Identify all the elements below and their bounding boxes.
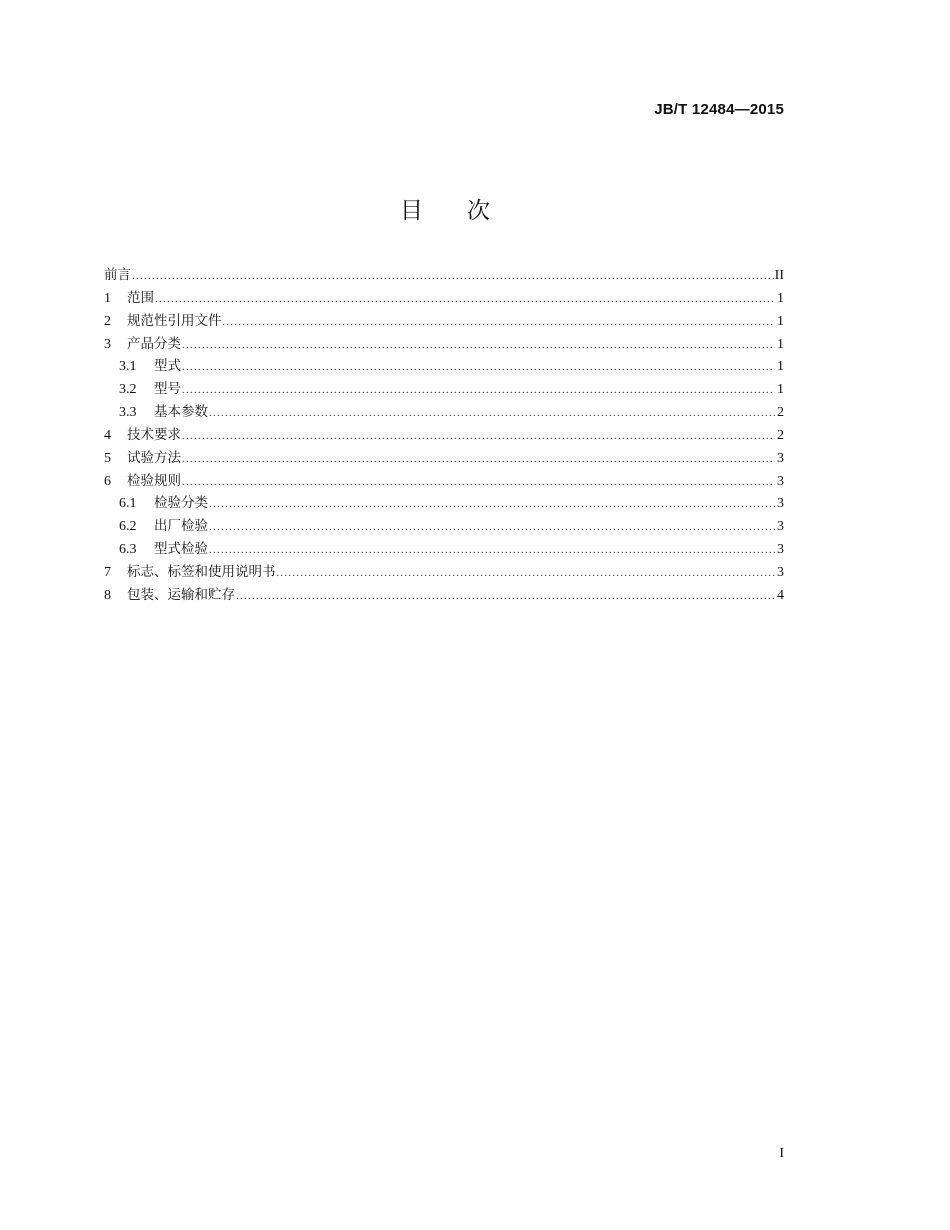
toc-entry-page: 1 [777, 382, 784, 398]
toc-entry-number: 3.2 [119, 382, 137, 398]
toc-entry-page: II [774, 268, 784, 283]
toc-leader-dots [209, 517, 775, 540]
toc-entry-3-2[interactable] [104, 378, 784, 401]
toc-leader-dots [182, 472, 775, 495]
toc-title [0, 192, 890, 225]
toc-entry-label: 试验方法 [127, 449, 181, 466]
toc-entry-1[interactable] [104, 287, 784, 310]
toc-entry-label: 检验规则 [127, 472, 181, 489]
toc-entry-6[interactable] [104, 470, 784, 493]
toc-entry-label: 型式 [154, 358, 181, 375]
toc-entry-number: 8 [104, 587, 111, 603]
toc-entry-number: 3 [104, 336, 111, 352]
toc-title-right: 次 [467, 198, 490, 224]
table-of-contents [104, 264, 784, 607]
toc-entry-page: 1 [777, 290, 784, 306]
toc-entry-page: 1 [777, 359, 784, 375]
toc-entry-number: 6.1 [119, 496, 137, 512]
toc-leader-dots [155, 289, 775, 312]
toc-title-left: 目 [400, 198, 423, 224]
toc-leader-dots [182, 449, 775, 472]
toc-entry-6-3[interactable] [104, 538, 784, 561]
toc-entry-page: 3 [777, 496, 784, 512]
toc-leader-dots [209, 540, 775, 563]
toc-entry-page: 3 [777, 564, 784, 580]
toc-entry-label: 前言 [104, 267, 131, 283]
toc-leader-dots [182, 357, 775, 380]
toc-entry-label: 出厂检验 [154, 518, 208, 535]
toc-entry-2[interactable] [104, 310, 784, 333]
toc-entry-page: 3 [777, 473, 784, 489]
toc-entry-label: 产品分类 [127, 335, 181, 352]
toc-entry-label: 基本参数 [154, 404, 208, 421]
toc-entry-7[interactable] [104, 561, 784, 584]
standard-code: JB/T 12484—2015 [654, 101, 784, 118]
toc-entry-5[interactable] [104, 447, 784, 470]
toc-entry-page: 1 [777, 336, 784, 352]
toc-leader-dots [182, 335, 775, 358]
toc-entry-page: 2 [777, 405, 784, 421]
toc-leader-dots [223, 312, 776, 335]
toc-entry-number: 6 [104, 473, 111, 489]
toc-entry-label: 规范性引用文件 [127, 312, 222, 329]
toc-entry-3[interactable] [104, 333, 784, 356]
toc-entry-label: 包装、运输和贮存 [127, 586, 235, 603]
toc-entry-label: 检验分类 [154, 495, 208, 512]
toc-entry-number: 1 [104, 290, 111, 306]
toc-entry-label: 型号 [154, 381, 181, 398]
toc-leader-dots [182, 380, 775, 403]
toc-entry-label: 范围 [127, 289, 154, 306]
toc-entry-number: 6.3 [119, 542, 137, 558]
toc-entry-page: 3 [777, 450, 784, 466]
toc-entry-page: 3 [777, 519, 784, 535]
toc-leader-dots [209, 494, 775, 517]
toc-entry-6-2[interactable] [104, 515, 784, 538]
toc-entry-label: 技术要求 [127, 426, 181, 443]
toc-entry-page: 4 [777, 587, 784, 603]
toc-entry-foreword[interactable] [104, 264, 784, 287]
toc-entry-number: 4 [104, 427, 111, 443]
toc-leader-dots [277, 563, 776, 586]
toc-entry-6-1[interactable] [104, 492, 784, 515]
toc-entry-3-3[interactable] [104, 401, 784, 424]
toc-entry-number: 5 [104, 450, 111, 466]
toc-entry-label: 标志、标签和使用说明书 [127, 563, 276, 580]
toc-entry-label: 型式检验 [154, 541, 208, 558]
toc-entry-number: 3.3 [119, 405, 137, 421]
toc-entry-number: 3.1 [119, 359, 137, 375]
toc-leader-dots [132, 266, 774, 289]
toc-entry-number: 2 [104, 313, 111, 329]
toc-entry-number: 7 [104, 564, 111, 580]
toc-entry-page: 1 [777, 313, 784, 329]
toc-leader-dots [236, 586, 775, 609]
toc-entry-page: 2 [777, 427, 784, 443]
toc-leader-dots [209, 403, 775, 426]
toc-entry-page: 3 [777, 542, 784, 558]
toc-entry-4[interactable] [104, 424, 784, 447]
page-number: I [779, 1146, 784, 1161]
toc-entry-3-1[interactable] [104, 355, 784, 378]
toc-entry-8[interactable] [104, 584, 784, 607]
toc-leader-dots [182, 426, 775, 449]
toc-entry-number: 6.2 [119, 519, 137, 535]
